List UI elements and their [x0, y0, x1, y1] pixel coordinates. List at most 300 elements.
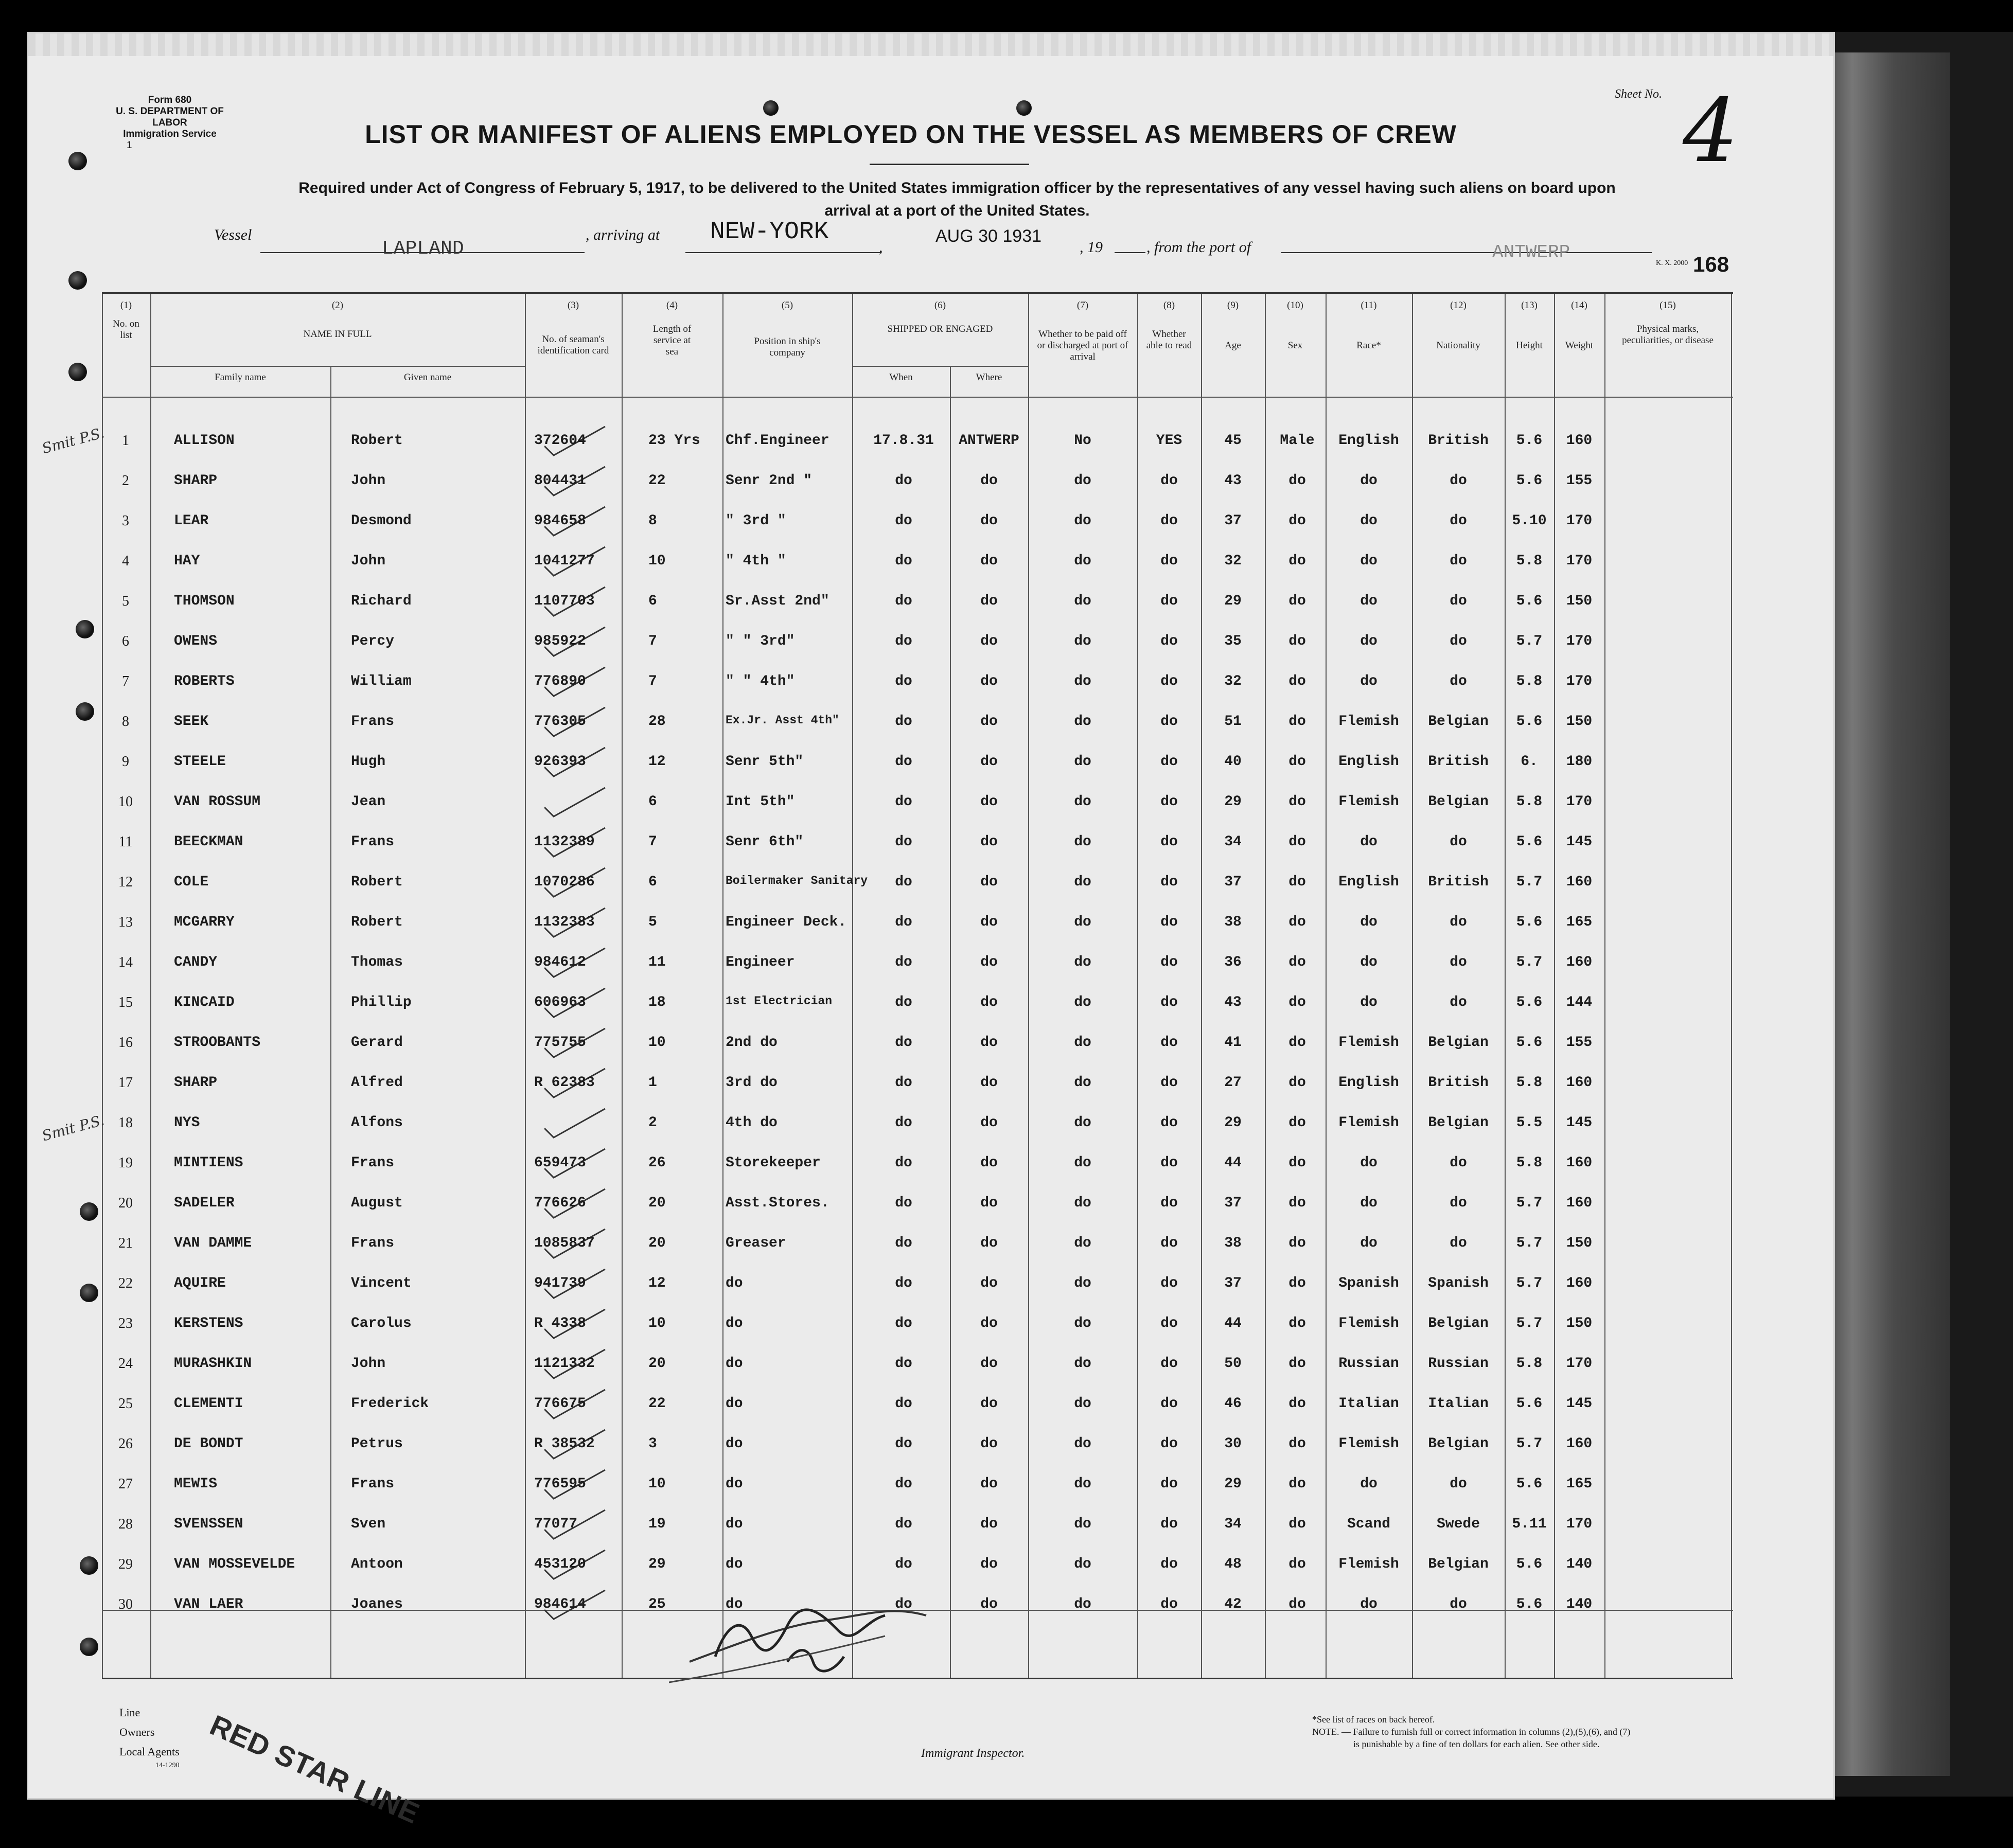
cell-weight: 150	[1566, 1235, 1593, 1251]
punch-hole	[80, 1202, 98, 1221]
page-edge-shadow	[1832, 32, 2013, 1797]
cell-weight: 145	[1566, 1396, 1593, 1412]
cell-where: do	[980, 1516, 998, 1532]
cell-where: do	[980, 754, 998, 770]
cell-when: do	[895, 1075, 912, 1091]
cell-card: 984614	[534, 1596, 586, 1612]
cell-race: do	[1360, 1235, 1378, 1251]
cell-position: Engineer Deck.	[726, 914, 847, 930]
cell-when: do	[895, 754, 912, 770]
header-col-5	[722, 300, 852, 359]
col-number: (5)	[781, 300, 793, 311]
cell-position: do	[726, 1316, 743, 1331]
col-label: Race*	[1356, 340, 1381, 351]
cell-when: do	[895, 593, 912, 609]
cell-where: do	[980, 553, 998, 569]
cell-position: 2nd do	[726, 1035, 778, 1051]
cell-where: do	[980, 473, 998, 489]
cell-position: do	[726, 1396, 743, 1412]
sheet-number: 4	[1683, 80, 1739, 182]
cell-when: do	[895, 1316, 912, 1331]
cell-race: do	[1360, 633, 1378, 649]
header-col-8	[1137, 300, 1201, 351]
cell-position: 4th do	[726, 1115, 778, 1131]
cell-sex: do	[1288, 994, 1306, 1010]
cell-read: do	[1160, 1115, 1178, 1131]
cell-read: do	[1160, 1356, 1178, 1372]
cell-paid: do	[1074, 754, 1091, 770]
cell-read: do	[1160, 1275, 1178, 1291]
col-number: (7)	[1076, 300, 1089, 311]
table-row	[102, 1384, 1733, 1424]
cell-position: 1st Electrician	[726, 994, 833, 1008]
cell-height: 5.7	[1516, 954, 1543, 970]
cell-sex: do	[1288, 1436, 1306, 1452]
cell-no: 15	[118, 994, 133, 1010]
cell-family: SHARP	[174, 1075, 218, 1091]
cell-weight: 145	[1566, 1115, 1593, 1131]
cell-card: 1121332	[534, 1356, 595, 1372]
table-row	[102, 461, 1733, 501]
inspector-label: Immigrant Inspector.	[921, 1747, 1025, 1760]
punch-hole	[68, 152, 87, 170]
cell-read: do	[1160, 994, 1178, 1010]
col-label: Position in ship's company	[754, 336, 821, 358]
cell-where: do	[980, 593, 998, 609]
col-number: (10)	[1287, 300, 1303, 311]
cell-position: do	[726, 1356, 743, 1372]
cell-card: 776305	[534, 714, 586, 730]
cell-length: 18	[648, 994, 666, 1010]
cell-card: 1041277	[534, 553, 595, 569]
cell-position: Chf.Engineer	[726, 433, 829, 449]
cell-height: 5.7	[1516, 874, 1543, 890]
cell-weight: 170	[1566, 673, 1593, 689]
punch-hole	[80, 1556, 98, 1575]
cell-no: 14	[118, 954, 133, 970]
cell-read: do	[1160, 513, 1178, 529]
cell-position: do	[726, 1436, 743, 1452]
cell-height: 5.8	[1516, 1356, 1543, 1372]
header-where: Where	[976, 372, 1002, 383]
cell-where: do	[980, 1275, 998, 1291]
kx-code: K. X. 2000	[1656, 259, 1688, 267]
cell-given: John	[351, 1356, 386, 1372]
cell-nat: do	[1450, 593, 1467, 609]
cell-age: 29	[1224, 1476, 1242, 1492]
cell-family: CLEMENTI	[174, 1396, 243, 1412]
cell-nat: British	[1428, 433, 1489, 449]
col-label: Whether able to read	[1146, 329, 1192, 351]
cell-race: do	[1360, 1195, 1378, 1211]
cell-height: 5.6	[1516, 1476, 1543, 1492]
cell-length: 22	[648, 1396, 666, 1412]
cell-when: do	[895, 1356, 912, 1372]
cell-read: do	[1160, 673, 1178, 689]
cell-weight: 160	[1566, 1075, 1593, 1091]
cell-race: Flemish	[1338, 1436, 1399, 1452]
col-label: Whether to be paid off or discharged at port of arrival	[1037, 329, 1128, 362]
cell-age: 35	[1224, 633, 1242, 649]
cell-given: Robert	[351, 874, 403, 890]
cell-nat: do	[1450, 1155, 1467, 1171]
cell-when: do	[895, 1155, 912, 1171]
cell-sex: do	[1288, 754, 1306, 770]
cell-length: 20	[648, 1235, 666, 1251]
year-label: , 19	[1080, 239, 1103, 256]
arrival-date: AUG 30 1931	[935, 226, 1042, 246]
form-mark: 1	[127, 140, 132, 151]
cell-weight: 150	[1566, 1316, 1593, 1331]
cell-position: " 3rd "	[726, 513, 786, 529]
cell-age: 38	[1224, 914, 1242, 930]
cell-paid: do	[1074, 794, 1091, 810]
cell-where: do	[980, 513, 998, 529]
cell-position: Senr 2nd "	[726, 473, 813, 489]
table-row	[102, 662, 1733, 701]
cell-age: 43	[1224, 994, 1242, 1010]
cell-given: Petrus	[351, 1436, 403, 1452]
table-row	[102, 542, 1733, 581]
cell-race: do	[1360, 834, 1378, 850]
cell-position: Ex.Jr. Asst 4th"	[726, 714, 839, 727]
cell-read: do	[1160, 1516, 1178, 1532]
cell-card: R 4338	[534, 1316, 586, 1331]
cell-when: do	[895, 834, 912, 850]
cell-position: Storekeeper	[726, 1155, 821, 1171]
cell-given: Robert	[351, 433, 403, 449]
cell-age: 37	[1224, 874, 1242, 890]
cell-family: OWENS	[174, 633, 218, 649]
table-row	[102, 903, 1733, 942]
cell-weight: 160	[1566, 1275, 1593, 1291]
cell-when: do	[895, 1436, 912, 1452]
cell-position: do	[726, 1476, 743, 1492]
cell-where: do	[980, 1356, 998, 1372]
cell-race: Scand	[1347, 1516, 1390, 1532]
cell-given: Frederick	[351, 1396, 429, 1412]
cell-weight: 160	[1566, 954, 1593, 970]
cell-card: 776890	[534, 673, 586, 689]
cell-when: do	[895, 1115, 912, 1131]
cell-sex: do	[1288, 914, 1306, 930]
cell-card: 659473	[534, 1155, 586, 1171]
cell-sex: do	[1288, 1195, 1306, 1211]
cell-when: do	[895, 473, 912, 489]
cell-no: 2	[122, 473, 129, 489]
header-col-2	[150, 300, 525, 340]
subtitle	[113, 177, 1801, 222]
cell-sex: do	[1288, 1115, 1306, 1131]
cell-height: 5.7	[1516, 1436, 1543, 1452]
cell-read: do	[1160, 754, 1178, 770]
cell-age: 51	[1224, 714, 1242, 730]
cell-weight: 180	[1566, 754, 1593, 770]
cell-card: R 62383	[534, 1075, 595, 1091]
cell-no: 18	[118, 1115, 133, 1131]
cell-paid: do	[1074, 914, 1091, 930]
table-row	[102, 702, 1733, 741]
cell-age: 40	[1224, 754, 1242, 770]
cell-nat: do	[1450, 834, 1467, 850]
cell-race: English	[1338, 754, 1399, 770]
cell-card: 1085837	[534, 1235, 595, 1251]
cell-nat: do	[1450, 994, 1467, 1010]
cell-no: 1	[122, 433, 129, 449]
cell-given: Joanes	[351, 1596, 403, 1612]
cell-weight: 150	[1566, 593, 1593, 609]
cell-card: 804431	[534, 473, 586, 489]
cell-family: MEWIS	[174, 1476, 218, 1492]
cell-no: 22	[118, 1275, 133, 1291]
cell-paid: do	[1074, 473, 1091, 489]
cell-family: COLE	[174, 874, 209, 890]
cell-weight: 144	[1566, 994, 1593, 1010]
cell-weight: 155	[1566, 473, 1593, 489]
cell-paid: do	[1074, 954, 1091, 970]
header-col-11	[1326, 300, 1412, 351]
cell-position: Senr 6th"	[726, 834, 804, 850]
cell-nat: Belgian	[1428, 1316, 1489, 1331]
table-row	[102, 1184, 1733, 1223]
footnote-races: *See list of races on back hereof.	[1312, 1714, 1435, 1725]
cell-length: 5	[648, 914, 657, 930]
cell-position: " " 3rd"	[726, 633, 795, 649]
cell-card: 984612	[534, 954, 586, 970]
cell-when: do	[895, 1476, 912, 1492]
cell-where: do	[980, 714, 998, 730]
table-row	[102, 863, 1733, 902]
cell-when: do	[895, 673, 912, 689]
cell-nat: do	[1450, 1195, 1467, 1211]
cell-family: VAN MOSSEVELDE	[174, 1556, 295, 1572]
cell-nat: Belgian	[1428, 714, 1489, 730]
cell-no: 27	[118, 1476, 133, 1492]
cell-paid: do	[1074, 1396, 1091, 1412]
header-family-name: Family name	[215, 372, 266, 383]
table-row	[102, 783, 1733, 822]
cell-given: William	[351, 673, 412, 689]
service: Immigration Service	[123, 129, 217, 139]
cell-family: MINTIENS	[174, 1155, 243, 1171]
cell-age: 34	[1224, 1516, 1242, 1532]
cell-where: do	[980, 1195, 998, 1211]
check-mark-icon	[544, 1108, 606, 1139]
cell-height: 5.6	[1516, 1396, 1543, 1412]
cell-paid: do	[1074, 1596, 1091, 1612]
cell-given: Richard	[351, 593, 412, 609]
cell-nat: do	[1450, 633, 1467, 649]
cell-when: do	[895, 1596, 912, 1612]
cell-family: VAN ROSSUM	[174, 794, 261, 810]
cell-length: 7	[648, 834, 657, 850]
cell-weight: 160	[1566, 1155, 1593, 1171]
cell-race: do	[1360, 1155, 1378, 1171]
cell-race: Flemish	[1338, 714, 1399, 730]
cell-race: Flemish	[1338, 1316, 1399, 1331]
cell-race: do	[1360, 954, 1378, 970]
col-number: (12)	[1450, 300, 1467, 311]
cell-paid: do	[1074, 874, 1091, 890]
cell-race: Flemish	[1338, 794, 1399, 810]
cell-when: do	[895, 994, 912, 1010]
cell-read: do	[1160, 553, 1178, 569]
cell-length: 10	[648, 1476, 666, 1492]
cell-card: 776626	[534, 1195, 586, 1211]
cell-when: do	[895, 954, 912, 970]
cell-when: do	[895, 1516, 912, 1532]
cell-sex: do	[1288, 834, 1306, 850]
cell-age: 38	[1224, 1235, 1242, 1251]
header-col-15	[1604, 300, 1731, 346]
cell-race: do	[1360, 994, 1378, 1010]
cell-card: 926393	[534, 754, 586, 770]
cell-card: 775755	[534, 1035, 586, 1051]
cell-length: 7	[648, 633, 657, 649]
table-row	[102, 823, 1733, 862]
cell-no: 17	[118, 1075, 133, 1091]
cell-height: 5.8	[1516, 1075, 1543, 1091]
cell-given: Frans	[351, 714, 395, 730]
cell-sex: do	[1288, 633, 1306, 649]
cell-given: Alfred	[351, 1075, 403, 1091]
cell-sex: do	[1288, 1516, 1306, 1532]
cell-when: do	[895, 1035, 912, 1051]
header-col-4	[622, 300, 722, 358]
cell-given: Phillip	[351, 994, 412, 1010]
table-row	[102, 1425, 1733, 1464]
page-title: LIST OR MANIFEST OF ALIENS EMPLOYED ON THE VESSEL AS MEMBERS OF CREW	[365, 120, 1457, 149]
vessel-name: LAPLAND	[382, 238, 464, 260]
margin-note-2: Smit P.S.	[40, 1111, 107, 1145]
cell-paid: do	[1074, 1356, 1091, 1372]
cell-paid: do	[1074, 1556, 1091, 1572]
cell-position: Int 5th"	[726, 794, 795, 810]
cell-when: do	[895, 1235, 912, 1251]
cell-when: do	[895, 874, 912, 890]
cell-height: 5.8	[1516, 794, 1543, 810]
footer-labels	[119, 1703, 180, 1770]
year-underline	[1115, 252, 1145, 253]
col-number: (13)	[1521, 300, 1538, 311]
col-number: (15)	[1659, 300, 1676, 311]
cell-race: English	[1338, 874, 1399, 890]
cell-given: Percy	[351, 633, 395, 649]
cell-no: 16	[118, 1035, 133, 1051]
cell-position: Sr.Asst 2nd"	[726, 593, 829, 609]
punch-hole	[68, 271, 87, 290]
col-number: (8)	[1163, 300, 1175, 311]
cell-nat: do	[1450, 1235, 1467, 1251]
header-given-name: Given name	[403, 372, 452, 383]
col-label: NAME IN FULL	[303, 329, 372, 340]
cell-where: do	[980, 914, 998, 930]
col-label: Height	[1516, 340, 1543, 351]
col-label: No. of seaman's identification card	[537, 334, 609, 356]
cell-height: 5.5	[1516, 1115, 1543, 1131]
arriving-underline	[685, 252, 881, 253]
cell-no: 8	[122, 714, 129, 730]
cell-given: John	[351, 473, 386, 489]
cell-sex: do	[1288, 1556, 1306, 1572]
cell-age: 44	[1224, 1316, 1242, 1331]
cell-race: do	[1360, 914, 1378, 930]
cell-sex: do	[1288, 1396, 1306, 1412]
cell-sex: do	[1288, 1235, 1306, 1251]
cell-given: Frans	[351, 1235, 395, 1251]
cell-sex: do	[1288, 1075, 1306, 1091]
cell-age: 45	[1224, 433, 1242, 449]
punch-hole	[76, 620, 94, 638]
cell-family: THOMSON	[174, 593, 235, 609]
cell-paid: do	[1074, 994, 1091, 1010]
port-underline	[1281, 252, 1652, 253]
row-rule	[102, 397, 1733, 398]
cell-height: 5.7	[1516, 633, 1543, 649]
header-when: When	[889, 372, 913, 383]
cell-age: 48	[1224, 1556, 1242, 1572]
cell-given: Sven	[351, 1516, 386, 1532]
cell-height: 5.10	[1512, 513, 1547, 529]
cell-card: 1132383	[534, 914, 595, 930]
cell-age: 32	[1224, 673, 1242, 689]
cell-read: do	[1160, 1155, 1178, 1171]
cell-paid: do	[1074, 1316, 1091, 1331]
cell-nat: do	[1450, 513, 1467, 529]
cell-family: SHARP	[174, 473, 218, 489]
cell-card: 985922	[534, 633, 586, 649]
cell-no: 5	[122, 593, 129, 609]
col-number: (11)	[1361, 300, 1377, 311]
punch-hole	[1016, 100, 1032, 116]
cell-where: do	[980, 1235, 998, 1251]
cell-nat: do	[1450, 673, 1467, 689]
cell-given: Gerard	[351, 1035, 403, 1051]
cell-sex: do	[1288, 794, 1306, 810]
cell-length: 12	[648, 754, 666, 770]
cell-read: do	[1160, 1476, 1178, 1492]
cell-height: 5.6	[1516, 1556, 1543, 1572]
inspector-signature	[669, 1585, 937, 1687]
cell-nat: do	[1450, 954, 1467, 970]
cell-height: 5.7	[1516, 1316, 1543, 1331]
header-col-12	[1412, 300, 1505, 351]
cell-paid: do	[1074, 1195, 1091, 1211]
cell-where: do	[980, 1476, 998, 1492]
cell-weight: 160	[1566, 874, 1593, 890]
cell-where: do	[980, 994, 998, 1010]
cell-read: do	[1160, 1035, 1178, 1051]
cell-family: VAN LAER	[174, 1596, 243, 1612]
cell-nat: British	[1428, 754, 1489, 770]
cell-length: 6	[648, 593, 657, 609]
punch-hole	[80, 1638, 98, 1656]
cell-race: do	[1360, 473, 1378, 489]
footnote-note: NOTE. — Failure to furnish full or correct information in columns (2),(5),(6), and (7)	[1312, 1727, 1631, 1737]
cell-card: 941739	[534, 1275, 586, 1291]
cell-paid: do	[1074, 1275, 1091, 1291]
cell-age: 44	[1224, 1155, 1242, 1171]
cell-where: do	[980, 1556, 998, 1572]
cell-length: 2	[648, 1115, 657, 1131]
cell-family: KERSTENS	[174, 1316, 243, 1331]
cell-race: Russian	[1338, 1356, 1399, 1372]
cell-read: YES	[1156, 433, 1182, 449]
cell-sex: do	[1288, 1476, 1306, 1492]
cell-age: 29	[1224, 1115, 1242, 1131]
cell-length: 10	[648, 1035, 666, 1051]
row-rule	[150, 366, 525, 367]
